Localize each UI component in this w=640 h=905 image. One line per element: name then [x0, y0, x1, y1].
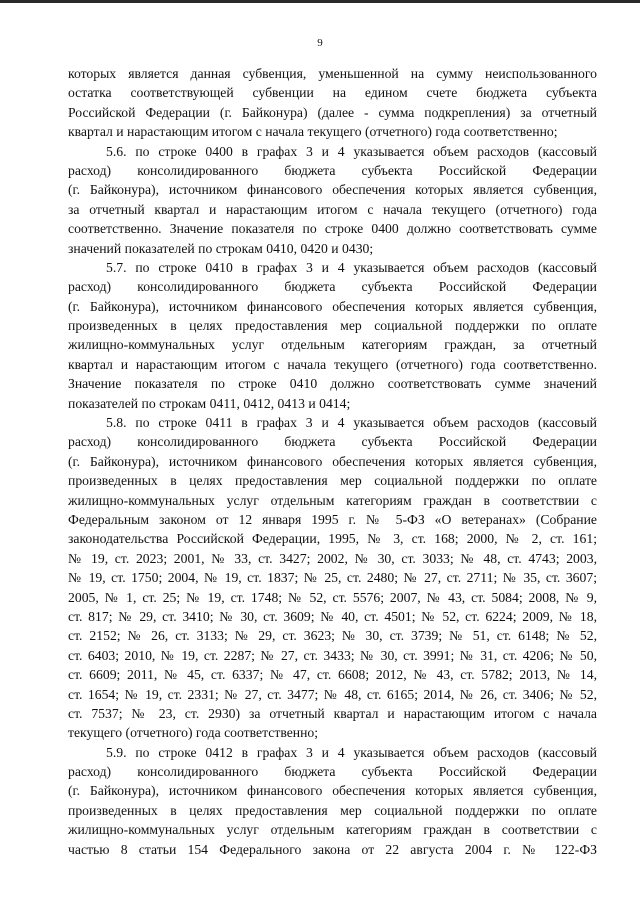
text-line: соответственно. Значение показателя по строке 0400 должно соответствовать сумме: [68, 221, 597, 237]
text-line: значений показателей по строкам 0410, 0420 и 0430;: [68, 240, 374, 256]
text-line: расход) консолидированного бюджета субъекта Российской Федерации: [68, 764, 597, 780]
text-line: (г. Байконура), источником финансового обеспечения которых является субвенция,: [68, 298, 597, 314]
text-line: остатка соответствующей субвенции на едином счете бюджета субъекта: [68, 85, 597, 101]
text-line: произведенных в целях предоставления мер социальной поддержки по оплате: [68, 473, 597, 489]
text-line: 5.7. по строке 0410 в графах 3 и 4 указывается объем расходов (кассовый: [106, 259, 597, 275]
text-line: произведенных в целях предоставления мер социальной поддержки по оплате: [68, 802, 597, 818]
text-line: расход) консолидированного бюджета субъекта Российской Федерации: [68, 434, 597, 450]
text-line: жилищно-коммунальных услуг отдельным категориям граждан, за отчетный: [68, 337, 597, 353]
text-line: ст. 1654; № 19, ст. 2331; № 27, ст. 3477; № 48, ст. 6165; 2014, № 26, ст. 3406; № 52,: [68, 686, 597, 702]
text-line: (г. Байконура), источником финансового обеспечения которых является субвенция,: [68, 783, 597, 799]
text-line: 2005, № 1, ст. 25; № 19, ст. 1748; № 52, ст. 5576; 2007, № 43, ст. 5084; 2008, № 9,: [68, 589, 597, 605]
text-line: Российской Федерации (г. Байконура) (далее - сумма подкрепления) за отчетный: [68, 104, 597, 120]
text-line: Значение показателя по строке 0410 должно соответствовать сумме значений: [68, 376, 597, 392]
text-line: Федеральным законом от 12 января 1995 г. № 5-ФЗ «О ветеранах» (Собрание: [68, 511, 597, 527]
text-line: за отчетный квартал и нарастающим итогом с начала текущего (отчетного) года: [68, 201, 597, 217]
page-number: 9: [317, 37, 323, 49]
text-line: жилищно-коммунальных услуг отдельным категориям граждан в соответствии с: [68, 492, 597, 508]
text-line: ст. 6609; 2011, № 45, ст. 6337; № 47, ст. 6608; 2012, № 43, ст. 5782; 2013, № 14,: [68, 667, 597, 683]
text-line: 5.6. по строке 0400 в графах 3 и 4 указывается объем расходов (кассовый: [106, 143, 597, 159]
text-line: законодательства Российской Федерации, 1995, № 3, ст. 168; 2000, № 2, ст. 161;: [68, 531, 597, 547]
text-line: № 19, ст. 1750; 2004, № 19, ст. 1837; № 25, ст. 2480; № 27, ст. 2711; № 35, ст. 3607;: [68, 570, 597, 586]
text-line: ст. 817; № 29, ст. 3410; № 30, ст. 3609; № 40, ст. 4501; № 52, ст. 6224; 2009, № 18,: [68, 608, 597, 624]
text-line: расход) консолидированного бюджета субъекта Российской Федерации: [68, 279, 597, 295]
text-line: квартал и нарастающим итогом с начала текущего (отчетного) года соответственно;: [68, 124, 558, 140]
text-line: жилищно-коммунальных услуг отдельным категориям граждан в соответствии с: [68, 822, 597, 838]
document-body: [68, 64, 597, 859]
text-line: ст. 2152; № 26, ст. 3133; № 29, ст. 3623; № 30, ст. 3739; № 51, ст. 6148; № 52,: [68, 628, 597, 644]
text-line: произведенных в целях предоставления мер социальной поддержки по оплате: [68, 318, 597, 334]
text-line: (г. Байконура), источником финансового обеспечения которых является субвенция,: [68, 182, 597, 198]
text-line: расход) консолидированного бюджета субъекта Российской Федерации: [68, 162, 597, 178]
text-line: 5.8. по строке 0411 в графах 3 и 4 указывается объем расходов (кассовый: [106, 415, 597, 431]
scan-top-edge: [0, 0, 640, 3]
text-line: № 19, ст. 2023; 2001, № 33, ст. 3427; 2002, № 30, ст. 3033; № 48, ст. 4743; 2003,: [68, 550, 597, 566]
text-line: показателей по строкам 0411, 0412, 0413 и 0414;: [68, 395, 351, 411]
text-line: квартал и нарастающим итогом с начала текущего (отчетного) года соответственно.: [68, 356, 597, 372]
text-line: частью 8 статьи 154 Федерального закона от 22 августа 2004 г. № 122-ФЗ: [68, 841, 597, 857]
text-line: ст. 6403; 2010, № 19, ст. 2287; № 27, ст. 3433; № 30, ст. 3991; № 31, ст. 4206; № 50,: [68, 647, 597, 663]
text-line: (г. Байконура), источником финансового обеспечения которых является субвенция,: [68, 453, 597, 469]
text-line: которых является данная субвенция, уменьшенной на сумму неиспользованного: [68, 66, 597, 81]
text-line: 5.9. по строке 0412 в графах 3 и 4 указывается объем расходов (кассовый: [106, 744, 597, 760]
text-line: ст. 7537; № 23, ст. 2930) за отчетный квартал и нарастающим итогом с начала: [68, 705, 597, 721]
text-line: текущего (отчетного) года соответственно;: [68, 725, 319, 741]
